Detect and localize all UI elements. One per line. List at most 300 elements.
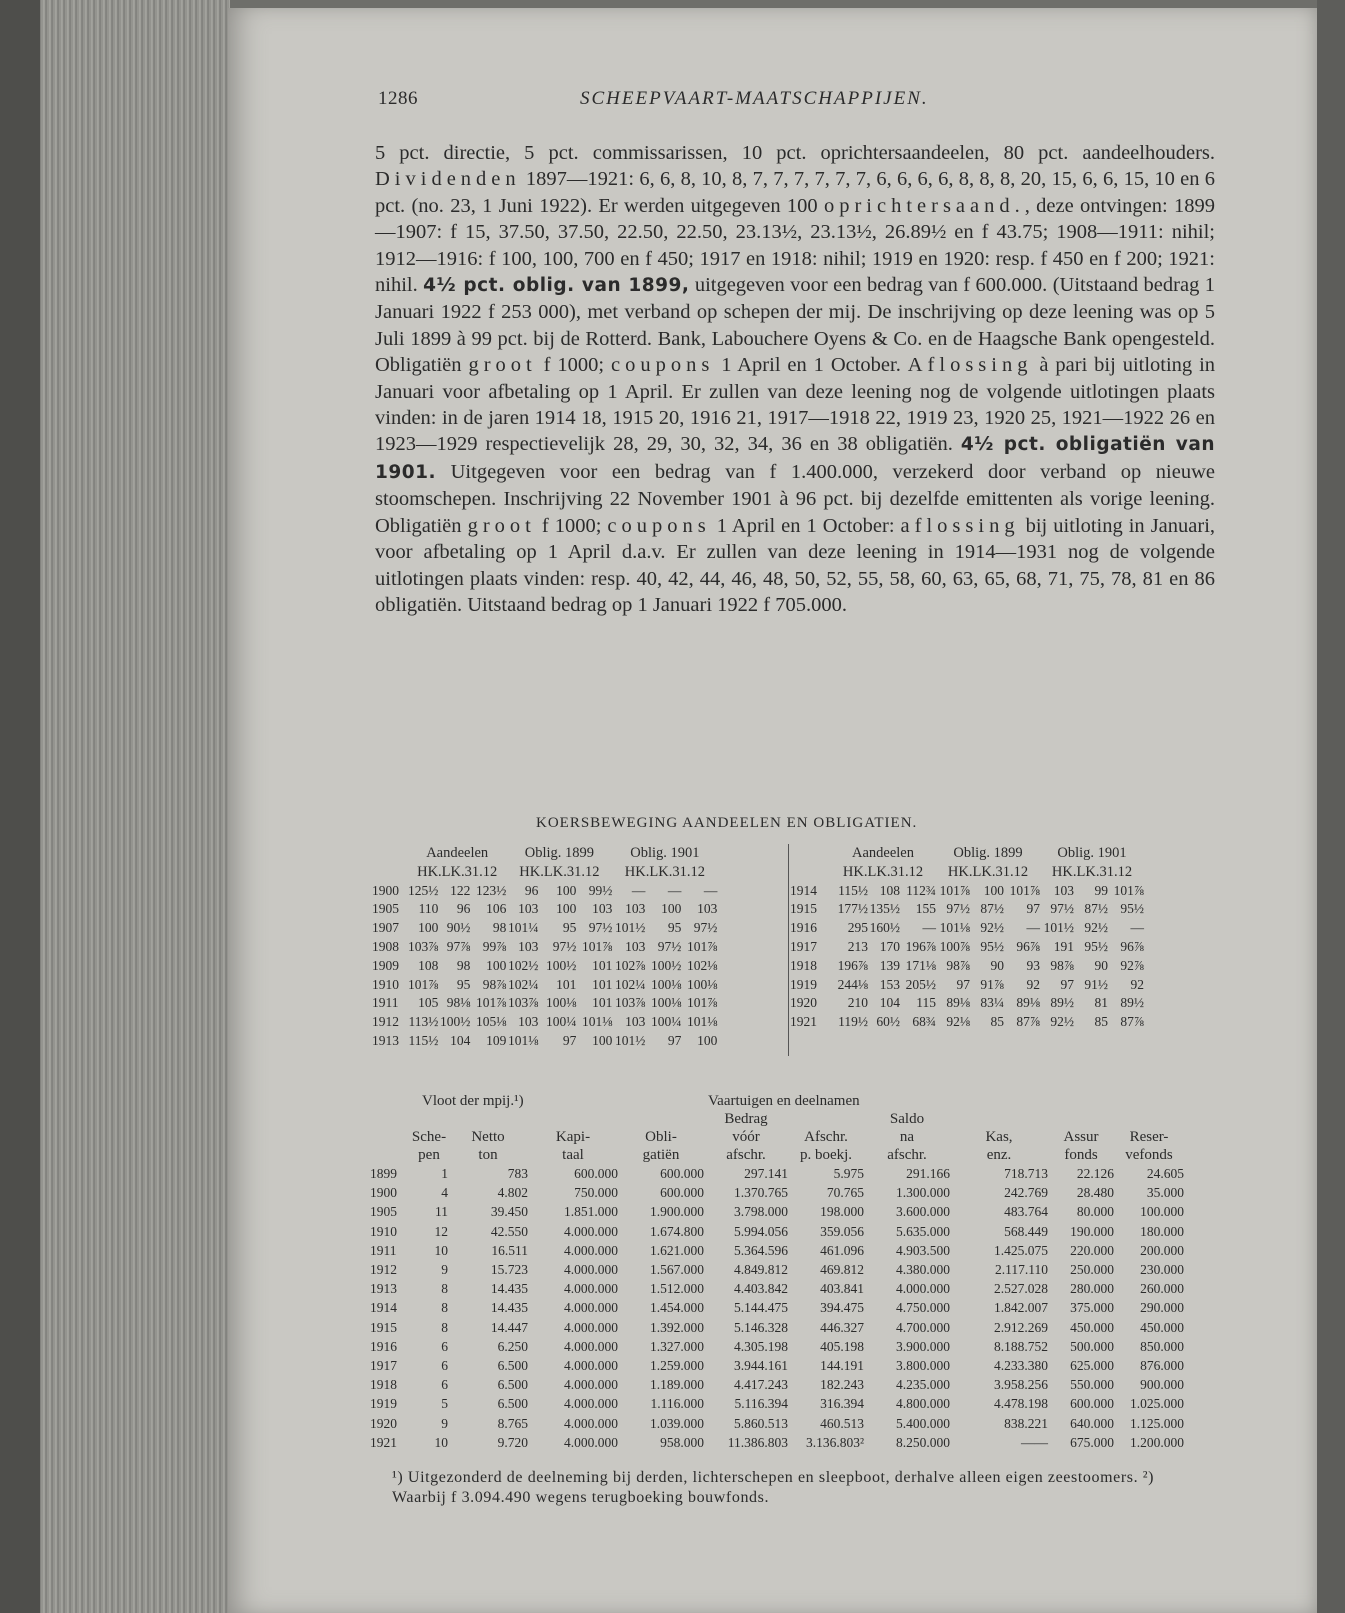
value-cell: 4.903.500: [896, 1242, 950, 1258]
value-cell: 4.000.000: [564, 1396, 618, 1412]
value-cell: 95½: [1120, 901, 1144, 917]
value-cell: 180.000: [1140, 1223, 1184, 1239]
value-cell: 190.000: [1070, 1223, 1114, 1239]
value-cell: 103: [697, 901, 718, 917]
column-header: [1114, 1110, 1184, 1128]
value-cell: 95: [562, 920, 577, 936]
value-cell: 100: [486, 957, 507, 973]
value-cell: 100½: [440, 1014, 471, 1030]
value-cell: 4.000.000: [564, 1358, 618, 1374]
value-cell: 103: [592, 901, 613, 917]
value-cell: 4.000.000: [564, 1415, 618, 1431]
value-cell: 1.025.000: [1130, 1396, 1184, 1412]
value-cell: 1.842.007: [994, 1300, 1048, 1316]
value-cell: 196⅞: [905, 938, 936, 954]
value-cell: 93: [1026, 957, 1040, 973]
value-cell: 220.000: [1070, 1242, 1114, 1258]
value-cell: 6: [441, 1338, 448, 1354]
value-cell: 97½: [946, 901, 970, 917]
value-cell: 900.000: [1140, 1377, 1184, 1393]
table-row: [372, 900, 717, 919]
group-head: Vaartuigen en deelnamen: [708, 1093, 860, 1109]
table-row: [790, 994, 1144, 1013]
value-cell: 103: [625, 901, 646, 917]
value-cell: 600.000: [1070, 1396, 1114, 1412]
value-cell: 625.000: [1070, 1358, 1114, 1374]
value-cell: 8: [441, 1281, 448, 1297]
value-cell: 100: [661, 901, 682, 917]
year-cell: 1911: [372, 995, 399, 1011]
value-cell: 210: [847, 995, 868, 1011]
value-cell: 6.500: [497, 1377, 528, 1393]
table-row: [372, 1032, 717, 1051]
value-cell: 100: [556, 901, 577, 917]
value-cell: 101⅞: [1113, 882, 1144, 898]
year-cell: 1914: [790, 882, 817, 898]
text-run: 1 April en 1 October.: [721, 354, 901, 377]
table-row: [370, 1414, 1184, 1433]
sub-head: HK.LK.31.12: [624, 863, 705, 880]
value-cell: 196⅞: [837, 957, 868, 973]
value-cell: 85: [1094, 1014, 1108, 1030]
value-cell: 99⅞: [482, 938, 507, 954]
value-cell: 99½: [588, 882, 613, 898]
value-cell: 39.450: [490, 1204, 528, 1220]
year-cell: 1915: [790, 901, 817, 917]
value-cell: 103: [518, 901, 539, 917]
group-head: Oblig. 1899: [953, 845, 1023, 861]
value-cell: 4.000.000: [564, 1262, 618, 1278]
koers-table-left: [372, 844, 717, 1051]
value-cell: 8: [441, 1319, 448, 1335]
sub-head: HK.LK.31.12: [947, 863, 1029, 880]
value-cell: 101⅛: [508, 1032, 539, 1048]
value-cell: 104: [450, 1032, 471, 1048]
value-cell: 1.674.800: [650, 1223, 704, 1239]
value-cell: 101⅞: [476, 995, 507, 1011]
page-title: SCHEEPVAART-MAATSCHAPPIJEN.: [580, 88, 929, 109]
year-cell: 1900: [372, 882, 399, 898]
group-head: Oblig. 1899: [524, 845, 595, 861]
column-header: [788, 1110, 864, 1128]
value-cell: 103: [1053, 882, 1074, 898]
value-cell: 1.370.765: [734, 1185, 788, 1201]
value-cell: 460.513: [820, 1415, 864, 1431]
spaced-term: oprichtersaand.: [823, 194, 1025, 217]
value-cell: 115½: [838, 882, 868, 898]
value-cell: 139: [879, 957, 900, 973]
table-row: [372, 919, 717, 938]
value-cell: 5.994.056: [734, 1223, 788, 1239]
value-cell: 783: [507, 1166, 528, 1181]
value-cell: 92⅛: [946, 1014, 970, 1030]
value-cell: 14.435: [490, 1300, 528, 1316]
value-cell: 106: [486, 901, 507, 917]
table-row: [790, 882, 1144, 901]
value-cell: 42.550: [490, 1223, 528, 1239]
value-cell: 4.000.000: [564, 1223, 618, 1239]
bold-heading: 4½ pct. obligatiën van 1901.: [375, 434, 1216, 483]
value-cell: 1.259.000: [650, 1358, 704, 1374]
value-cell: 102¼: [615, 976, 646, 992]
value-cell: 104: [879, 995, 900, 1011]
value-cell: 100: [697, 1032, 718, 1048]
value-cell: 14.447: [490, 1319, 528, 1335]
value-cell: 101⅛: [687, 1014, 718, 1030]
bold-heading: 4½ pct. oblig. van 1899,: [423, 275, 690, 297]
value-cell: 96⅞: [1016, 938, 1040, 954]
group-head: Oblig. 1901: [630, 845, 700, 861]
value-cell: 3.798.000: [734, 1204, 788, 1220]
text-run: 1897—1921: 6, 6, 8, 10, 8, 7, 7, 7, 7, 7, 7, 6, 6, 6, 6, 8, 8, 8, 20, 15, 6, 6, 15, 10 en 6 pct. (no. 23, 1 Juni 1922). Er werden uitgegeven 100: [375, 168, 1216, 217]
text-run: f 1000;: [541, 514, 602, 537]
value-cell: —: [631, 882, 646, 898]
value-cell: 100: [418, 920, 439, 936]
year-cell: 1916: [370, 1338, 397, 1354]
text-run: à pari bij uitloting in Januari voor afbetaling op 1 April. Er zullen van deze leening nog de volgende uitlotingen plaats vinden: in de jaren 1914 18, 1915 20, 1916 21, 1917—1918 22, 1919 23, 1920 25, 1921—1922 26 en 1923—1929 respectievelijk 28, 29, 30, 32, 34, 36 en 38 obligatiën.: [375, 354, 1216, 456]
value-cell: 100¼: [651, 1014, 682, 1030]
value-cell: 100⅞: [939, 938, 970, 954]
value-cell: ——: [1021, 1434, 1048, 1450]
value-cell: 4.403.842: [734, 1281, 788, 1297]
value-cell: 2.527.028: [994, 1281, 1048, 1297]
spaced-term: Dividenden: [375, 168, 521, 191]
table-row: [370, 1279, 1184, 1298]
value-cell: 22.126: [1076, 1166, 1114, 1181]
value-cell: 5.146.328: [734, 1319, 788, 1335]
value-cell: 8.250.000: [896, 1434, 950, 1450]
value-cell: 177½: [837, 901, 868, 917]
value-cell: 9: [441, 1415, 448, 1431]
value-cell: 295: [847, 920, 868, 936]
column-header: [528, 1110, 618, 1128]
value-cell: 103: [625, 1014, 646, 1030]
value-cell: 89½: [1120, 995, 1144, 1011]
group-head: Aandeelen: [426, 845, 489, 861]
table-row: [370, 1241, 1184, 1260]
value-cell: 3.900.000: [896, 1338, 950, 1354]
value-cell: 125½: [408, 882, 439, 898]
value-cell: 115: [916, 995, 936, 1011]
company-description-paragraph: [375, 140, 1215, 618]
value-cell: 100⅛: [651, 976, 682, 992]
value-cell: 4.849.812: [734, 1262, 788, 1278]
value-cell: 170: [879, 938, 900, 954]
value-cell: 90: [1094, 957, 1108, 973]
value-cell: 97½: [693, 920, 718, 936]
column-header: enz.: [986, 1147, 1012, 1163]
value-cell: 98: [456, 957, 471, 973]
value-cell: 87⅞: [1016, 1014, 1040, 1030]
column-header: [410, 1110, 448, 1128]
value-cell: 213: [847, 938, 868, 954]
value-cell: 1.454.000: [650, 1300, 704, 1316]
year-cell: 1900: [370, 1185, 397, 1201]
value-cell: 600.000: [660, 1166, 704, 1181]
value-cell: 11.386.803: [727, 1434, 788, 1450]
year-cell: 1910: [372, 976, 399, 992]
value-cell: 101: [592, 957, 613, 973]
value-cell: 10: [434, 1242, 448, 1258]
column-header: ton: [478, 1147, 498, 1163]
column-header: fonds: [1064, 1147, 1098, 1163]
column-header: Sche-: [411, 1129, 447, 1145]
value-cell: 70.765: [826, 1185, 864, 1201]
value-cell: 109: [486, 1032, 507, 1048]
text-run: 1 April en 1 October:: [716, 514, 895, 537]
value-cell: 876.000: [1140, 1358, 1184, 1374]
year-cell: 1910: [370, 1223, 397, 1239]
value-cell: 5.364.596: [734, 1242, 788, 1258]
value-cell: 92: [1130, 976, 1144, 992]
value-cell: 102¼: [508, 976, 539, 992]
year-cell: 1899: [370, 1166, 397, 1181]
value-cell: 3.944.161: [734, 1358, 788, 1374]
footnote: ¹) Uitgezonderd de deelneming bij derden, lichterschepen en sleepboot, derhalve alleen eigen zeestoomers. ²) Waarbij f 3.094.490 wegens terugboeking bouwfonds.: [392, 1469, 1155, 1506]
value-cell: 1.116.000: [650, 1396, 704, 1412]
value-cell: 100¼: [546, 1014, 577, 1030]
value-cell: 242.769: [1004, 1185, 1048, 1201]
value-cell: 4.000.000: [564, 1338, 618, 1354]
value-cell: 5.400.000: [896, 1415, 950, 1431]
value-cell: 85: [990, 1014, 1004, 1030]
value-cell: 359.056: [820, 1223, 864, 1239]
value-cell: 92⅞: [1120, 957, 1144, 973]
value-cell: 135½: [869, 901, 900, 917]
value-cell: 6: [441, 1358, 448, 1374]
value-cell: 101⅞: [1009, 882, 1040, 898]
value-cell: 89⅛: [1016, 995, 1040, 1011]
value-cell: 205½: [905, 976, 936, 992]
header-row: [370, 1110, 1184, 1128]
value-cell: 113½: [408, 1014, 439, 1030]
blank-cell: [370, 1146, 410, 1164]
column-header: taal: [562, 1147, 584, 1163]
value-cell: 291.166: [906, 1166, 950, 1181]
value-cell: 405.198: [820, 1338, 864, 1354]
value-cell: 115½: [408, 1032, 439, 1048]
value-cell: 718.713: [1004, 1166, 1048, 1181]
value-cell: 4.000.000: [896, 1281, 950, 1297]
value-cell: 98⅛: [446, 995, 471, 1011]
value-cell: 112¾: [906, 882, 936, 898]
value-cell: 9: [441, 1262, 448, 1278]
value-cell: 101¼: [508, 920, 539, 936]
value-cell: 95½: [1084, 938, 1108, 954]
value-cell: 83¼: [980, 995, 1004, 1011]
value-cell: 4.000.000: [564, 1300, 618, 1316]
value-cell: 16.511: [491, 1242, 528, 1258]
value-cell: —: [667, 882, 682, 898]
spaced-term: coupons: [610, 354, 715, 377]
value-cell: 103: [625, 938, 646, 954]
value-cell: 24.605: [1146, 1166, 1184, 1181]
value-cell: 108: [418, 957, 439, 973]
value-cell: 8.765: [497, 1415, 528, 1431]
value-cell: 500.000: [1070, 1338, 1114, 1354]
value-cell: 60½: [876, 1014, 900, 1030]
value-cell: 4.700.000: [896, 1319, 950, 1335]
year-cell: 1905: [372, 901, 399, 917]
value-cell: 160½: [869, 920, 900, 936]
running-header: [378, 88, 1018, 112]
value-cell: 68¾: [912, 1014, 936, 1030]
value-cell: 119½: [838, 1014, 868, 1030]
value-cell: 11: [435, 1204, 448, 1220]
value-cell: 1.125.000: [1130, 1415, 1184, 1431]
value-cell: 87⅞: [1120, 1014, 1144, 1030]
value-cell: 101: [592, 995, 613, 1011]
value-cell: 92: [1026, 976, 1040, 992]
year-cell: 1907: [372, 920, 399, 936]
column-header: [618, 1110, 704, 1128]
value-cell: 4.000.000: [564, 1434, 618, 1450]
value-cell: 1.200.000: [1130, 1434, 1184, 1450]
value-cell: 144.191: [820, 1358, 864, 1374]
text-run: Uitgegeven voor een bedrag van f 1.400.000, verzekerd door verband op nieuwe stoomschepen. Inschrijving 22 November 1901 à 96 pct. bij dezelfde emittenten als vorige leening. Obligatiën: [375, 460, 1215, 537]
table-row: [372, 938, 717, 957]
value-cell: 568.449: [1004, 1223, 1048, 1239]
value-cell: 97: [1060, 976, 1074, 992]
column-header: vóór: [732, 1129, 760, 1145]
header-row: [370, 1128, 1184, 1146]
value-cell: 1.189.000: [650, 1377, 704, 1393]
value-cell: 483.764: [1004, 1204, 1048, 1220]
column-header: afschr.: [726, 1147, 766, 1163]
table-row: [370, 1183, 1184, 1202]
table-row: [370, 1356, 1184, 1375]
value-cell: 1.300.000: [896, 1185, 950, 1201]
blank-cell: [370, 1110, 410, 1128]
group-head: Aandeelen: [852, 845, 914, 861]
value-cell: 101⅞: [687, 938, 718, 954]
value-cell: 102⅛: [687, 957, 718, 973]
column-header: Saldo: [889, 1111, 925, 1127]
value-cell: 6.500: [497, 1358, 528, 1374]
text-run: , deze ontvingen: 1899—1907: f 15, 37.50, 37.50, 22.50, 22.50, 23.13½, 23.13½, 26.89½ en f 43.75; 1908—1911: nihil; 1912—1916: f 100, 100, 700 en f 450; 1917 en 1918: nihil; 1919 en 1920: resp. f 450 en f 200; 1921: nihil.: [375, 194, 1215, 297]
value-cell: 96: [456, 901, 471, 917]
year-cell: 1908: [372, 938, 399, 954]
table-row: [790, 938, 1144, 957]
value-cell: 250.000: [1070, 1262, 1114, 1278]
value-cell: 198.000: [820, 1204, 864, 1220]
value-cell: 280.000: [1070, 1281, 1114, 1297]
value-cell: 98⅞: [946, 957, 970, 973]
year-cell: 1918: [370, 1377, 397, 1393]
value-cell: 958.000: [660, 1434, 704, 1450]
value-cell: 101½: [1043, 920, 1074, 936]
value-cell: 97½: [588, 920, 613, 936]
value-cell: 103: [518, 1014, 539, 1030]
value-cell: 97: [562, 1032, 577, 1048]
value-cell: 97½: [552, 938, 577, 954]
year-cell: 1914: [370, 1300, 397, 1316]
sub-head: HK.LK.31.12: [842, 863, 924, 880]
value-cell: 1.392.000: [650, 1319, 704, 1335]
value-cell: 122: [450, 882, 471, 898]
value-cell: 394.475: [820, 1300, 864, 1316]
value-cell: 90½: [446, 920, 471, 936]
value-cell: 4.000.000: [564, 1281, 618, 1297]
value-cell: 81: [1094, 995, 1108, 1011]
year-cell: 1915: [370, 1319, 397, 1335]
table-row: [370, 1375, 1184, 1394]
table-row: [370, 1202, 1184, 1221]
year-cell: 1921: [790, 1014, 817, 1030]
year-cell: 1921: [370, 1434, 397, 1450]
value-cell: 101: [592, 976, 613, 992]
value-cell: 100: [983, 882, 1004, 898]
group-head: Oblig. 1901: [1057, 845, 1127, 861]
value-cell: 90: [990, 957, 1004, 973]
value-cell: 92½: [980, 920, 1004, 936]
year-cell: 1919: [790, 976, 817, 992]
koers-table-right: [790, 844, 1144, 1032]
table-row: [790, 957, 1144, 976]
spaced-term: aflossing: [900, 514, 1020, 537]
value-cell: 97⅞: [446, 938, 471, 954]
value-cell: 101⅞: [687, 995, 718, 1011]
value-cell: 155: [915, 901, 936, 917]
value-cell: 2.912.269: [994, 1319, 1048, 1335]
column-header: [1048, 1110, 1114, 1128]
value-cell: 450.000: [1140, 1319, 1184, 1335]
value-cell: 100⅛: [651, 995, 682, 1011]
value-cell: 96: [524, 882, 539, 898]
value-cell: 96⅞: [1120, 938, 1144, 954]
value-cell: 35.000: [1146, 1185, 1184, 1201]
column-header: [448, 1110, 528, 1128]
spaced-term: groot: [467, 514, 536, 537]
year-cell: 1920: [370, 1415, 397, 1431]
value-cell: 3.136.803²: [805, 1434, 864, 1450]
value-cell: 101⅞: [408, 976, 439, 992]
value-cell: 640.000: [1070, 1415, 1114, 1431]
text-run: f 1000;: [543, 354, 605, 377]
value-cell: 80.000: [1076, 1204, 1114, 1220]
value-cell: 4: [441, 1185, 448, 1201]
value-cell: 103: [518, 938, 539, 954]
value-cell: 14.435: [490, 1281, 528, 1297]
value-cell: 101⅞: [582, 938, 613, 954]
value-cell: 5.144.475: [734, 1300, 788, 1316]
column-header: afschr.: [887, 1147, 927, 1163]
table-row: [372, 1013, 717, 1032]
value-cell: 100½: [546, 957, 577, 973]
value-cell: 97½: [1050, 901, 1074, 917]
value-cell: 4.305.198: [734, 1338, 788, 1354]
column-header: Kapi-: [555, 1129, 591, 1145]
blank-cell: [370, 1128, 410, 1146]
table-row: [372, 882, 717, 901]
value-cell: 5.860.513: [734, 1415, 788, 1431]
table-row: [370, 1222, 1184, 1241]
table-row: [372, 976, 717, 995]
vloot-table: [370, 1092, 1184, 1452]
value-cell: 1.621.000: [650, 1242, 704, 1258]
value-cell: 403.841: [820, 1281, 864, 1297]
value-cell: 1: [441, 1166, 448, 1181]
value-cell: 4.802: [497, 1185, 528, 1201]
value-cell: 5.975: [833, 1166, 864, 1181]
sub-head: HK.LK.31.12: [417, 863, 498, 880]
value-cell: 600.000: [660, 1185, 704, 1201]
value-cell: 28.480: [1076, 1185, 1114, 1201]
year-cell: 1916: [790, 920, 817, 936]
table-row: [790, 900, 1144, 919]
value-cell: 100: [592, 1032, 613, 1048]
value-cell: 4.000.000: [564, 1319, 618, 1335]
